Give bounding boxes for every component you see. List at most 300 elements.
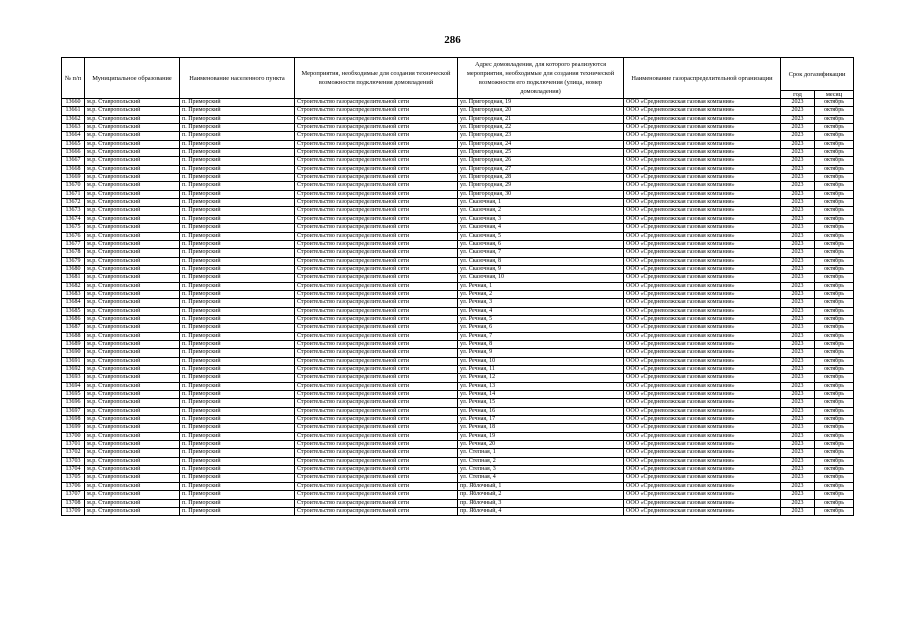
settlement-cell: п. Приморский (180, 257, 295, 265)
measure-cell: Строительство газораспределительной сети (295, 366, 458, 374)
measure-cell: Строительство газораспределительной сети (295, 349, 458, 357)
organization-cell: ООО «Средневолжская газовая компания» (624, 324, 781, 332)
row-number-cell: 13706 (62, 482, 85, 490)
address-cell: ул. Пригородная, 30 (458, 190, 624, 198)
settlement-cell: п. Приморский (180, 207, 295, 215)
row-number-cell: 13668 (62, 165, 85, 173)
month-cell: октябрь (815, 215, 854, 223)
organization-cell: ООО «Средневолжская газовая компания» (624, 132, 781, 140)
address-cell: ул. Речная, 7 (458, 332, 624, 340)
measure-cell: Строительство газораспределительной сети (295, 165, 458, 173)
address-cell: ул. Речная, 13 (458, 382, 624, 390)
table-row (62, 290, 854, 298)
year-cell: 2023 (781, 366, 815, 374)
municipality-cell: м.р. Ставропольский (85, 232, 180, 240)
address-cell: ул. Пригородная, 27 (458, 165, 624, 173)
year-cell: 2023 (781, 332, 815, 340)
municipality-cell: м.р. Ставропольский (85, 124, 180, 132)
table-row (62, 507, 854, 515)
month-cell: октябрь (815, 499, 854, 507)
year-cell: 2023 (781, 132, 815, 140)
address-cell: ул. Сказочная, 3 (458, 215, 624, 223)
address-cell: ул. Речная, 19 (458, 432, 624, 440)
measure-cell: Строительство газораспределительной сети (295, 174, 458, 182)
year-cell: 2023 (781, 457, 815, 465)
measure-cell: Строительство газораспределительной сети (295, 457, 458, 465)
month-cell: октябрь (815, 240, 854, 248)
year-cell: 2023 (781, 107, 815, 115)
address-cell: ул. Степная, 3 (458, 466, 624, 474)
header-year: год (781, 91, 815, 99)
municipality-cell: м.р. Ставропольский (85, 332, 180, 340)
year-cell: 2023 (781, 290, 815, 298)
settlement-cell: п. Приморский (180, 391, 295, 399)
measure-cell: Строительство газораспределительной сети (295, 149, 458, 157)
year-cell: 2023 (781, 282, 815, 290)
organization-cell: ООО «Средневолжская газовая компания» (624, 257, 781, 265)
address-cell: пр. Яблочный, 2 (458, 491, 624, 499)
month-cell: октябрь (815, 207, 854, 215)
municipality-cell: м.р. Ставропольский (85, 207, 180, 215)
table-row (62, 324, 854, 332)
settlement-cell: п. Приморский (180, 140, 295, 148)
table-body (62, 99, 854, 516)
year-cell: 2023 (781, 474, 815, 482)
row-number-cell: 13682 (62, 282, 85, 290)
address-cell: ул. Пригородная, 28 (458, 174, 624, 182)
table-row (62, 299, 854, 307)
address-cell: ул. Речная, 4 (458, 307, 624, 315)
measure-cell: Строительство газораспределительной сети (295, 416, 458, 424)
municipality-cell: м.р. Ставропольский (85, 407, 180, 415)
municipality-cell: м.р. Ставропольский (85, 507, 180, 515)
year-cell: 2023 (781, 391, 815, 399)
settlement-cell: п. Приморский (180, 249, 295, 257)
settlement-cell: п. Приморский (180, 282, 295, 290)
municipality-cell: м.р. Ставропольский (85, 157, 180, 165)
measure-cell: Строительство газораспределительной сети (295, 324, 458, 332)
header-settlement: Наименование населенного пункта (180, 58, 295, 99)
organization-cell: ООО «Средневолжская газовая компания» (624, 165, 781, 173)
measure-cell: Строительство газораспределительной сети (295, 107, 458, 115)
settlement-cell: п. Приморский (180, 307, 295, 315)
organization-cell: ООО «Средневолжская газовая компания» (624, 307, 781, 315)
address-cell: ул. Речная, 11 (458, 366, 624, 374)
year-cell: 2023 (781, 491, 815, 499)
header-num: № п/п (62, 58, 85, 99)
year-cell: 2023 (781, 424, 815, 432)
measure-cell: Строительство газораспределительной сети (295, 190, 458, 198)
organization-cell: ООО «Средневолжская газовая компания» (624, 499, 781, 507)
dogasification-table (61, 57, 854, 516)
year-cell: 2023 (781, 249, 815, 257)
header-term: Срок догазификации (781, 58, 854, 91)
settlement-cell: п. Приморский (180, 340, 295, 348)
municipality-cell: м.р. Ставропольский (85, 290, 180, 298)
organization-cell: ООО «Средневолжская газовая компания» (624, 274, 781, 282)
organization-cell: ООО «Средневолжская газовая компания» (624, 124, 781, 132)
settlement-cell: п. Приморский (180, 374, 295, 382)
month-cell: октябрь (815, 274, 854, 282)
year-cell: 2023 (781, 149, 815, 157)
municipality-cell: м.р. Ставропольский (85, 324, 180, 332)
measure-cell: Строительство газораспределительной сети (295, 332, 458, 340)
month-cell: октябрь (815, 424, 854, 432)
organization-cell: ООО «Средневолжская газовая компания» (624, 140, 781, 148)
organization-cell: ООО «Средневолжская газовая компания» (624, 357, 781, 365)
settlement-cell: п. Приморский (180, 491, 295, 499)
measure-cell: Строительство газораспределительной сети (295, 441, 458, 449)
organization-cell: ООО «Средневолжская газовая компания» (624, 382, 781, 390)
measure-cell: Строительство газораспределительной сети (295, 499, 458, 507)
municipality-cell: м.р. Ставропольский (85, 149, 180, 157)
header-month: месяц (815, 91, 854, 99)
settlement-cell: п. Приморский (180, 190, 295, 198)
address-cell: ул. Сказочная, 1 (458, 199, 624, 207)
year-cell: 2023 (781, 449, 815, 457)
table-row (62, 366, 854, 374)
measure-cell: Строительство газораспределительной сети (295, 491, 458, 499)
settlement-cell: п. Приморский (180, 182, 295, 190)
municipality-cell: м.р. Ставропольский (85, 457, 180, 465)
measure-cell: Строительство газораспределительной сети (295, 407, 458, 415)
address-cell: ул. Пригородная, 29 (458, 182, 624, 190)
address-cell: пр. Яблочный, 1 (458, 482, 624, 490)
address-cell: ул. Пригородная, 24 (458, 140, 624, 148)
table-row (62, 416, 854, 424)
month-cell: октябрь (815, 290, 854, 298)
organization-cell: ООО «Средневолжская газовая компания» (624, 457, 781, 465)
measure-cell: Строительство газораспределительной сети (295, 315, 458, 323)
organization-cell: ООО «Средневолжская газовая компания» (624, 432, 781, 440)
row-number-cell: 13692 (62, 366, 85, 374)
year-cell: 2023 (781, 349, 815, 357)
row-number-cell: 13687 (62, 324, 85, 332)
organization-cell: ООО «Средневолжская газовая компания» (624, 265, 781, 273)
organization-cell: ООО «Средневолжская газовая компания» (624, 215, 781, 223)
table-row (62, 249, 854, 257)
settlement-cell: п. Приморский (180, 124, 295, 132)
organization-cell: ООО «Средневолжская газовая компания» (624, 182, 781, 190)
table-row (62, 124, 854, 132)
table-row (62, 474, 854, 482)
settlement-cell: п. Приморский (180, 399, 295, 407)
address-cell: ул. Речная, 10 (458, 357, 624, 365)
table-row (62, 232, 854, 240)
year-cell: 2023 (781, 407, 815, 415)
table-row (62, 224, 854, 232)
settlement-cell: п. Приморский (180, 274, 295, 282)
address-cell: ул. Пригородная, 19 (458, 99, 624, 107)
measure-cell: Строительство газораспределительной сети (295, 157, 458, 165)
measure-cell: Строительство газораспределительной сети (295, 207, 458, 215)
month-cell: октябрь (815, 399, 854, 407)
row-number-cell: 13670 (62, 182, 85, 190)
municipality-cell: м.р. Ставропольский (85, 449, 180, 457)
month-cell: октябрь (815, 124, 854, 132)
measure-cell: Строительство газораспределительной сети (295, 240, 458, 248)
month-cell: октябрь (815, 507, 854, 515)
year-cell: 2023 (781, 482, 815, 490)
year-cell: 2023 (781, 441, 815, 449)
settlement-cell: п. Приморский (180, 449, 295, 457)
year-cell: 2023 (781, 307, 815, 315)
table-row (62, 190, 854, 198)
address-cell: ул. Сказочная, 7 (458, 249, 624, 257)
year-cell: 2023 (781, 140, 815, 148)
month-cell: октябрь (815, 407, 854, 415)
year-cell: 2023 (781, 499, 815, 507)
table-row (62, 307, 854, 315)
measure-cell: Строительство газораспределительной сети (295, 224, 458, 232)
settlement-cell: п. Приморский (180, 382, 295, 390)
organization-cell: ООО «Средневолжская газовая компания» (624, 349, 781, 357)
address-cell: ул. Речная, 5 (458, 315, 624, 323)
year-cell: 2023 (781, 157, 815, 165)
organization-cell: ООО «Средневолжская газовая компания» (624, 399, 781, 407)
municipality-cell: м.р. Ставропольский (85, 340, 180, 348)
month-cell: октябрь (815, 115, 854, 123)
measure-cell: Строительство газораспределительной сети (295, 340, 458, 348)
row-number-cell: 13694 (62, 382, 85, 390)
month-cell: октябрь (815, 449, 854, 457)
year-cell: 2023 (781, 165, 815, 173)
row-number-cell: 13701 (62, 441, 85, 449)
measure-cell: Строительство газораспределительной сети (295, 482, 458, 490)
organization-cell: ООО «Средневолжская газовая компания» (624, 199, 781, 207)
row-number-cell: 13693 (62, 374, 85, 382)
settlement-cell: п. Приморский (180, 115, 295, 123)
municipality-cell: м.р. Ставропольский (85, 199, 180, 207)
table-row (62, 499, 854, 507)
measure-cell: Строительство газораспределительной сети (295, 357, 458, 365)
year-cell: 2023 (781, 274, 815, 282)
municipality-cell: м.р. Ставропольский (85, 432, 180, 440)
month-cell: октябрь (815, 165, 854, 173)
settlement-cell: п. Приморский (180, 107, 295, 115)
table-row (62, 457, 854, 465)
year-cell: 2023 (781, 124, 815, 132)
municipality-cell: м.р. Ставропольский (85, 349, 180, 357)
year-cell: 2023 (781, 182, 815, 190)
row-number-cell: 13664 (62, 132, 85, 140)
table-row (62, 374, 854, 382)
row-number-cell: 13666 (62, 149, 85, 157)
address-cell: ул. Пригородная, 22 (458, 124, 624, 132)
month-cell: октябрь (815, 374, 854, 382)
municipality-cell: м.р. Ставропольский (85, 315, 180, 323)
measure-cell: Строительство газораспределительной сети (295, 432, 458, 440)
row-number-cell: 13660 (62, 99, 85, 107)
municipality-cell: м.р. Ставропольский (85, 99, 180, 107)
measure-cell: Строительство газораспределительной сети (295, 399, 458, 407)
row-number-cell: 13709 (62, 507, 85, 515)
municipality-cell: м.р. Ставропольский (85, 249, 180, 257)
month-cell: октябрь (815, 416, 854, 424)
settlement-cell: п. Приморский (180, 366, 295, 374)
address-cell: ул. Степная, 4 (458, 474, 624, 482)
settlement-cell: п. Приморский (180, 232, 295, 240)
address-cell: ул. Пригородная, 20 (458, 107, 624, 115)
organization-cell: ООО «Средневолжская газовая компания» (624, 207, 781, 215)
year-cell: 2023 (781, 190, 815, 198)
measure-cell: Строительство газораспределительной сети (295, 307, 458, 315)
address-cell: ул. Речная, 17 (458, 416, 624, 424)
organization-cell: ООО «Средневолжская газовая компания» (624, 491, 781, 499)
year-cell: 2023 (781, 324, 815, 332)
measure-cell: Строительство газораспределительной сети (295, 282, 458, 290)
settlement-cell: п. Приморский (180, 482, 295, 490)
year-cell: 2023 (781, 416, 815, 424)
settlement-cell: п. Приморский (180, 290, 295, 298)
table-row (62, 382, 854, 390)
row-number-cell: 13676 (62, 232, 85, 240)
table-row (62, 399, 854, 407)
row-number-cell: 13707 (62, 491, 85, 499)
year-cell: 2023 (781, 357, 815, 365)
address-cell: пр. Яблочный, 3 (458, 499, 624, 507)
row-number-cell: 13685 (62, 307, 85, 315)
address-cell: ул. Речная, 1 (458, 282, 624, 290)
municipality-cell: м.р. Ставропольский (85, 466, 180, 474)
settlement-cell: п. Приморский (180, 199, 295, 207)
municipality-cell: м.р. Ставропольский (85, 132, 180, 140)
row-number-cell: 13661 (62, 107, 85, 115)
address-cell: ул. Речная, 8 (458, 340, 624, 348)
row-number-cell: 13703 (62, 457, 85, 465)
municipality-cell: м.р. Ставропольский (85, 174, 180, 182)
row-number-cell: 13663 (62, 124, 85, 132)
month-cell: октябрь (815, 491, 854, 499)
organization-cell: ООО «Средневолжская газовая компания» (624, 157, 781, 165)
table-row (62, 240, 854, 248)
measure-cell: Строительство газораспределительной сети (295, 99, 458, 107)
organization-cell: ООО «Средневолжская газовая компания» (624, 374, 781, 382)
year-cell: 2023 (781, 115, 815, 123)
measure-cell: Строительство газораспределительной сети (295, 299, 458, 307)
settlement-cell: п. Приморский (180, 99, 295, 107)
row-number-cell: 13708 (62, 499, 85, 507)
settlement-cell: п. Приморский (180, 441, 295, 449)
year-cell: 2023 (781, 315, 815, 323)
row-number-cell: 13679 (62, 257, 85, 265)
organization-cell: ООО «Средневолжская газовая компания» (624, 474, 781, 482)
settlement-cell: п. Приморский (180, 474, 295, 482)
year-cell: 2023 (781, 207, 815, 215)
month-cell: октябрь (815, 349, 854, 357)
address-cell: пр. Яблочный, 4 (458, 507, 624, 515)
year-cell: 2023 (781, 466, 815, 474)
month-cell: октябрь (815, 99, 854, 107)
settlement-cell: п. Приморский (180, 466, 295, 474)
table-row (62, 357, 854, 365)
row-number-cell: 13705 (62, 474, 85, 482)
row-number-cell: 13683 (62, 290, 85, 298)
month-cell: октябрь (815, 107, 854, 115)
month-cell: октябрь (815, 391, 854, 399)
table-row (62, 340, 854, 348)
municipality-cell: м.р. Ставропольский (85, 474, 180, 482)
row-number-cell: 13702 (62, 449, 85, 457)
address-cell: ул. Речная, 9 (458, 349, 624, 357)
municipality-cell: м.р. Ставропольский (85, 224, 180, 232)
municipality-cell: м.р. Ставропольский (85, 482, 180, 490)
month-cell: октябрь (815, 482, 854, 490)
measure-cell: Строительство газораспределительной сети (295, 124, 458, 132)
address-cell: ул. Речная, 14 (458, 391, 624, 399)
month-cell: октябрь (815, 265, 854, 273)
settlement-cell: п. Приморский (180, 507, 295, 515)
address-cell: ул. Сказочная, 5 (458, 232, 624, 240)
month-cell: октябрь (815, 249, 854, 257)
settlement-cell: п. Приморский (180, 457, 295, 465)
month-cell: октябрь (815, 224, 854, 232)
row-number-cell: 13678 (62, 249, 85, 257)
month-cell: октябрь (815, 299, 854, 307)
address-cell: ул. Речная, 3 (458, 299, 624, 307)
address-cell: ул. Пригородная, 26 (458, 157, 624, 165)
organization-cell: ООО «Средневолжская газовая компания» (624, 224, 781, 232)
row-number-cell: 13695 (62, 391, 85, 399)
address-cell: ул. Сказочная, 10 (458, 274, 624, 282)
month-cell: октябрь (815, 282, 854, 290)
address-cell: ул. Сказочная, 4 (458, 224, 624, 232)
organization-cell: ООО «Средневолжская газовая компания» (624, 107, 781, 115)
measure-cell: Строительство газораспределительной сети (295, 115, 458, 123)
measure-cell: Строительство газораспределительной сети (295, 290, 458, 298)
year-cell: 2023 (781, 240, 815, 248)
row-number-cell: 13700 (62, 432, 85, 440)
settlement-cell: п. Приморский (180, 240, 295, 248)
municipality-cell: м.р. Ставропольский (85, 416, 180, 424)
year-cell: 2023 (781, 340, 815, 348)
municipality-cell: м.р. Ставропольский (85, 382, 180, 390)
table-row (62, 265, 854, 273)
organization-cell: ООО «Средневолжская газовая компания» (624, 366, 781, 374)
municipality-cell: м.р. Ставропольский (85, 491, 180, 499)
year-cell: 2023 (781, 232, 815, 240)
year-cell: 2023 (781, 507, 815, 515)
organization-cell: ООО «Средневолжская газовая компания» (624, 407, 781, 415)
year-cell: 2023 (781, 265, 815, 273)
organization-cell: ООО «Средневолжская газовая компания» (624, 282, 781, 290)
settlement-cell: п. Приморский (180, 432, 295, 440)
settlement-cell: п. Приморский (180, 407, 295, 415)
municipality-cell: м.р. Ставропольский (85, 140, 180, 148)
municipality-cell: м.р. Ставропольский (85, 107, 180, 115)
page-number: 286 (444, 34, 461, 46)
year-cell: 2023 (781, 382, 815, 390)
row-number-cell: 13669 (62, 174, 85, 182)
row-number-cell: 13665 (62, 140, 85, 148)
row-number-cell: 13698 (62, 416, 85, 424)
row-number-cell: 13686 (62, 315, 85, 323)
table-row (62, 407, 854, 415)
row-number-cell: 13699 (62, 424, 85, 432)
organization-cell: ООО «Средневолжская газовая компания» (624, 240, 781, 248)
month-cell: октябрь (815, 432, 854, 440)
month-cell: октябрь (815, 232, 854, 240)
month-cell: октябрь (815, 199, 854, 207)
row-number-cell: 13671 (62, 190, 85, 198)
table-row (62, 149, 854, 157)
measure-cell: Строительство газораспределительной сети (295, 424, 458, 432)
month-cell: октябрь (815, 132, 854, 140)
address-cell: ул. Речная, 16 (458, 407, 624, 415)
month-cell: октябрь (815, 140, 854, 148)
table-row (62, 491, 854, 499)
settlement-cell: п. Приморский (180, 299, 295, 307)
